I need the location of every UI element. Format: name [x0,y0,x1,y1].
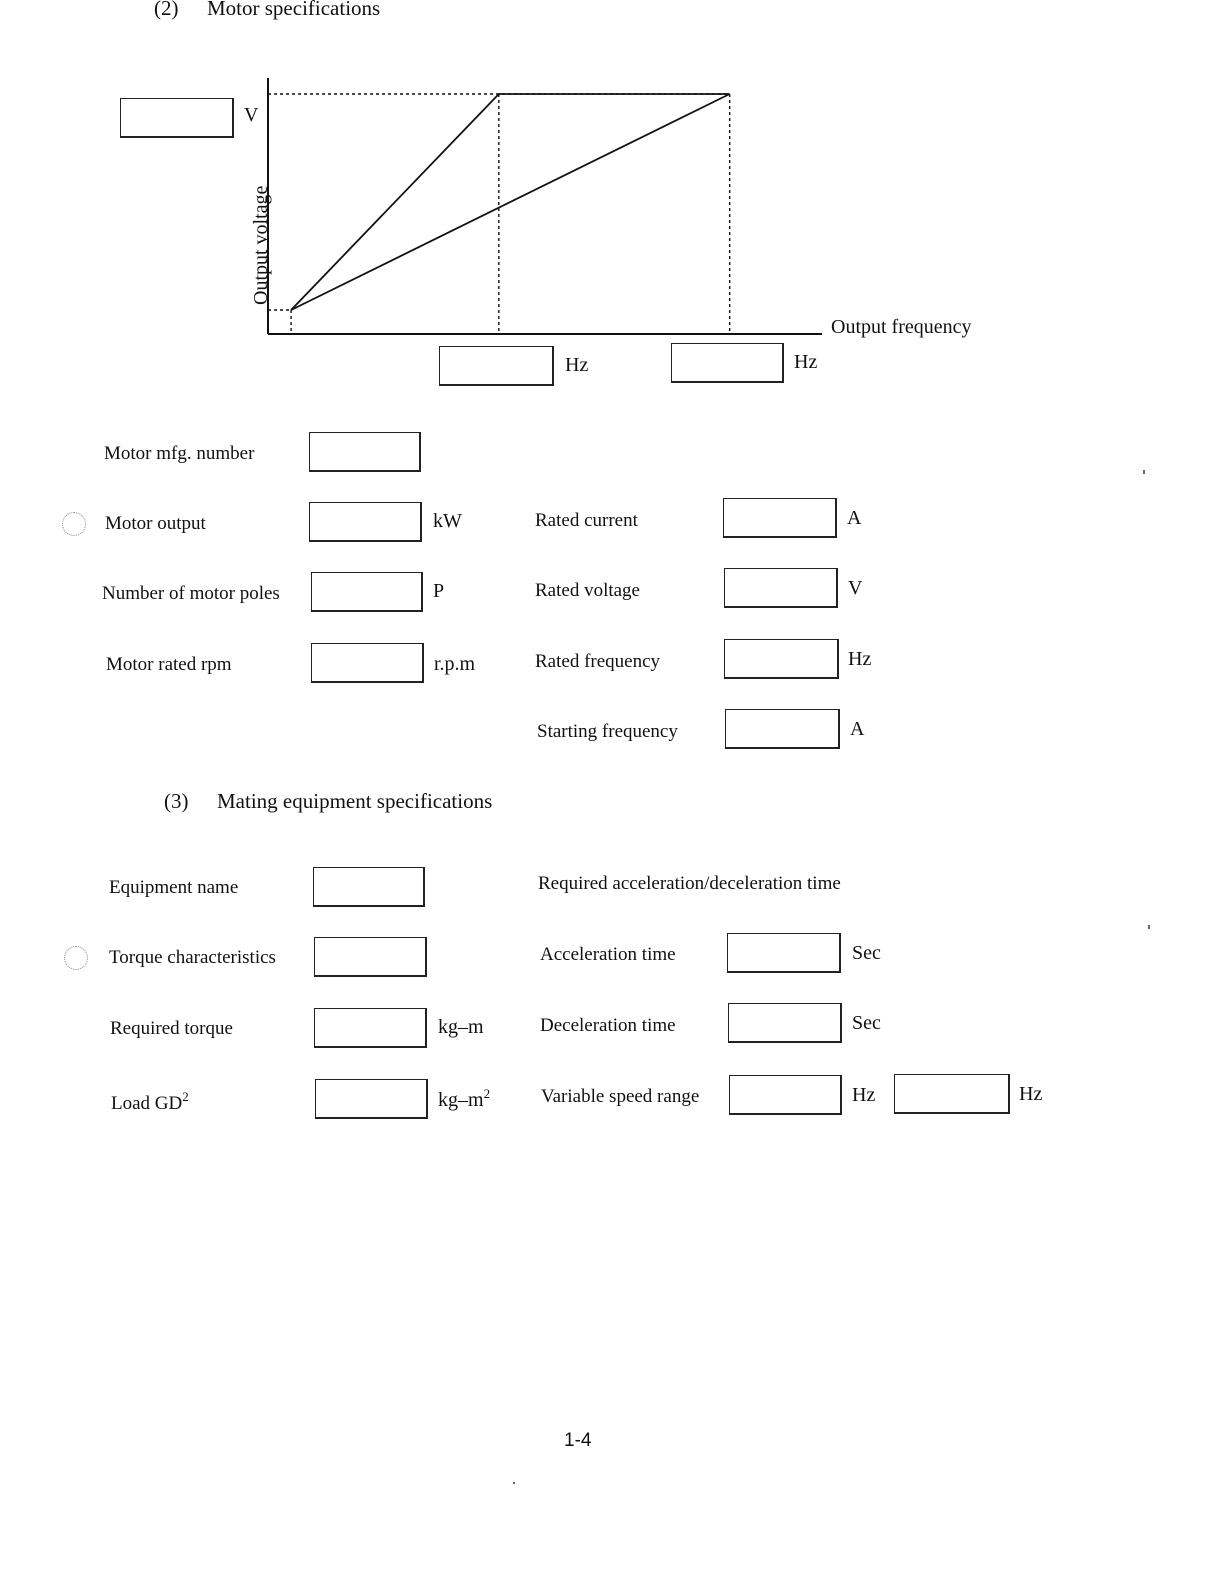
motor-output-input[interactable] [309,502,422,542]
required-torque-label: Required torque [110,1018,233,1039]
torque-characteristics-label: Torque characteristics [109,947,276,968]
page-number: 1-4 [564,1430,592,1451]
base-frequency-unit: Hz [565,354,589,376]
acceleration-time-input[interactable] [727,933,841,973]
vf-chart [0,0,1224,400]
motor-rated-rpm-input[interactable] [311,643,424,683]
speed-range-to-unit: Hz [1019,1083,1043,1105]
rated-frequency-input[interactable] [724,639,839,679]
punch-hole-mark-2 [64,946,88,970]
load-gd2-label-sup: 2 [182,1089,189,1104]
load-gd2-label [111,1089,189,1115]
section-2-number: (2) [154,0,179,20]
section-3-heading [164,789,492,814]
rated-current-label: Rated current [535,510,638,531]
load-gd2-label-text: Load GD [111,1093,183,1114]
section-3-title: Mating equipment specifications [217,789,493,813]
vf-series-line-2 [291,94,730,310]
rated-voltage-input[interactable] [724,568,838,608]
max-voltage-input[interactable] [120,98,234,138]
base-frequency-input[interactable] [439,346,554,386]
motor-output-unit: kW [433,510,462,532]
rated-voltage-unit: V [848,577,863,599]
scan-speck [513,1482,515,1484]
variable-speed-range-label: Variable speed range [541,1086,700,1107]
starting-frequency-unit: A [850,718,865,740]
required-torque-input[interactable] [314,1008,427,1048]
scan-speck [1148,925,1150,929]
load-gd2-input[interactable] [315,1079,428,1119]
motor-poles-input[interactable] [311,572,423,612]
section-2-title: Motor specifications [207,0,381,20]
voltage-unit-label: V [244,104,259,126]
section-3-number: (3) [164,789,189,813]
starting-frequency-input[interactable] [725,709,840,749]
motor-output-label: Motor output [105,513,206,534]
x-axis-label: Output frequency [831,316,972,338]
y-axis-label: Output voltage [250,185,272,305]
motor-mfg-number-input[interactable] [309,432,421,472]
max-frequency-input[interactable] [671,343,784,383]
motor-poles-label: Number of motor poles [102,583,280,604]
equipment-name-input[interactable] [313,867,425,907]
acceleration-time-unit: Sec [852,942,881,964]
speed-range-to-input[interactable] [894,1074,1010,1114]
rated-voltage-label: Rated voltage [535,580,640,601]
motor-rated-rpm-unit: r.p.m [434,653,476,675]
starting-frequency-label: Starting frequency [537,721,678,742]
acceleration-time-label: Acceleration time [540,944,676,965]
torque-characteristics-input[interactable] [314,937,427,977]
rated-frequency-unit: Hz [848,648,872,670]
speed-range-from-input[interactable] [729,1075,842,1115]
load-gd2-unit-text: kg–m [438,1089,484,1111]
deceleration-time-unit: Sec [852,1012,881,1034]
motor-rated-rpm-label: Motor rated rpm [106,654,232,675]
scan-speck [1143,470,1145,474]
rated-current-input[interactable] [723,498,837,538]
deceleration-time-input[interactable] [728,1003,842,1043]
speed-range-from-unit: Hz [852,1084,876,1106]
required-torque-unit: kg–m [438,1016,484,1038]
load-gd2-unit-sup: 2 [483,1086,491,1101]
equipment-name-label: Equipment name [109,877,239,898]
motor-mfg-number-label: Motor mfg. number [104,443,255,464]
rated-frequency-label: Rated frequency [535,651,661,672]
load-gd2-unit [438,1086,490,1112]
punch-hole-mark [62,512,86,536]
max-frequency-unit: Hz [794,351,818,373]
motor-poles-unit: P [433,580,445,602]
deceleration-time-label: Deceleration time [540,1015,676,1036]
rated-current-unit: A [847,507,862,529]
accel-decel-heading: Required acceleration/deceleration time [538,873,841,894]
